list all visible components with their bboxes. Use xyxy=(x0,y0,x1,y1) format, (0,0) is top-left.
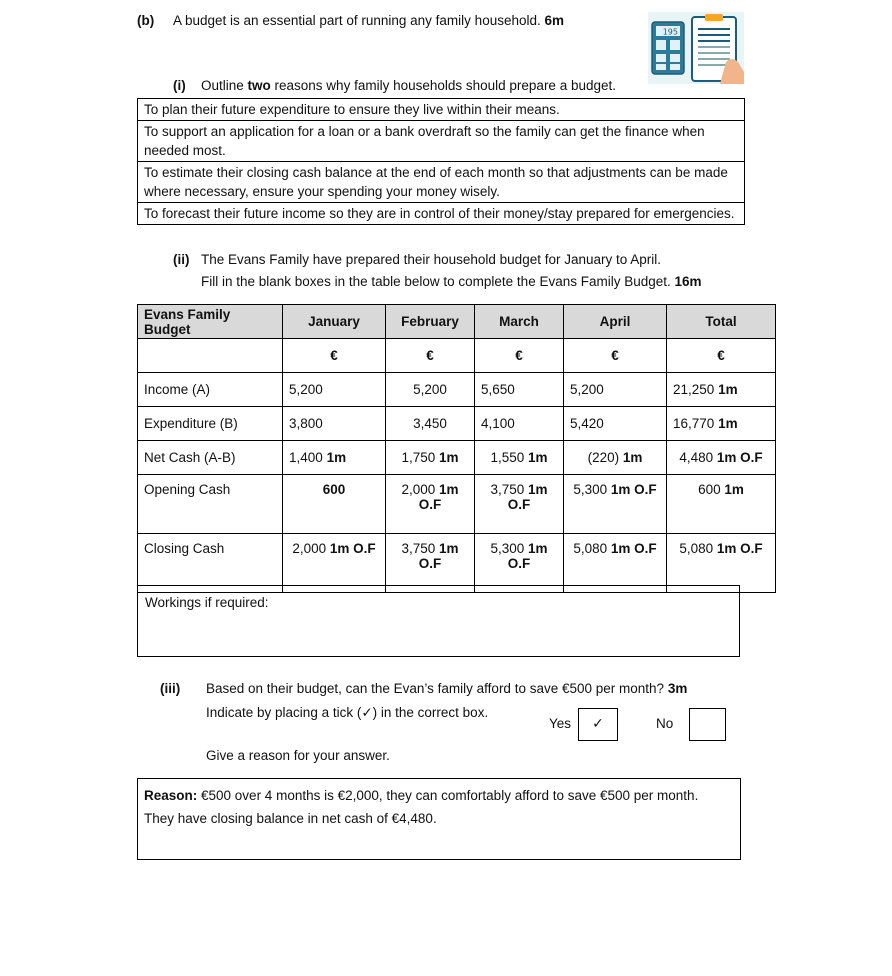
cell-value: 3,800 xyxy=(283,407,386,441)
header-april: April xyxy=(564,305,667,339)
header-budget: Evans Family Budget xyxy=(138,305,283,339)
mark-annotation: 1m xyxy=(439,450,459,465)
mark-annotation: 1m xyxy=(326,450,347,465)
cell-value xyxy=(475,475,564,534)
table-header-row xyxy=(138,305,776,339)
cell-value: 600 xyxy=(283,475,386,534)
cell-number: 5,080 xyxy=(573,541,608,556)
cell-value xyxy=(386,441,475,475)
cell-number: 2,000 xyxy=(401,482,436,497)
cell-value: 5,650 xyxy=(475,373,564,407)
yes-checkbox[interactable] xyxy=(578,708,618,741)
evans-family-budget-table xyxy=(137,304,776,593)
header-february: February xyxy=(386,305,475,339)
cell-number: 2,000 xyxy=(292,541,327,556)
cell-value xyxy=(475,441,564,475)
cell-number: 600 xyxy=(698,482,721,497)
cell-value xyxy=(564,534,667,593)
part-i-prompt-end: reasons why family households should prepare a budget. xyxy=(270,78,616,93)
row-label: Expenditure (B) xyxy=(138,407,283,441)
table-row-expenditure xyxy=(138,407,776,441)
cell-number: 16,770 xyxy=(673,416,715,431)
cell-value: 4,100 xyxy=(475,407,564,441)
currency-row-label xyxy=(138,339,283,373)
mark-annotation: 1m xyxy=(439,541,459,556)
question-marks: 6m xyxy=(544,13,565,28)
no-checkbox[interactable] xyxy=(689,708,726,741)
no-label: No xyxy=(656,716,674,731)
header-total: Total xyxy=(667,305,776,339)
part-ii-prompt-line2 xyxy=(201,274,702,289)
part-iii-label: (iii) xyxy=(160,681,181,696)
cell-value xyxy=(667,373,776,407)
table-row-net-cash xyxy=(138,441,776,475)
mark-annotation: 1m xyxy=(724,482,744,497)
workings-label: Workings if required: xyxy=(145,595,269,610)
cell-number: 1,400 xyxy=(289,450,323,465)
reason-line-2: They have closing balance in net cash of €4,480. xyxy=(144,811,437,826)
mark-annotation: 1m xyxy=(528,450,548,465)
yes-label: Yes xyxy=(549,716,572,731)
row-label: Income (A) xyxy=(138,373,283,407)
cell-number: 5,300 xyxy=(490,541,525,556)
row-label: Net Cash (A-B) xyxy=(138,441,283,475)
cell-number: 1,550 xyxy=(490,450,525,465)
mark-annotation: 1m O.F xyxy=(610,541,657,556)
mark-annotation: 1m O.F xyxy=(610,482,657,497)
mark-annotation: O.F xyxy=(507,556,531,571)
part-i-prompt-start: Outline xyxy=(201,78,248,93)
cell-number: 3,750 xyxy=(490,482,525,497)
currency-symbol: € xyxy=(386,339,475,373)
workings-box[interactable] xyxy=(137,585,740,657)
mark-annotation: O.F xyxy=(507,497,531,512)
table-row-income xyxy=(138,373,776,407)
question-label: (b) xyxy=(137,13,155,28)
reason-label: Reason: xyxy=(144,788,198,803)
row-label: Closing Cash xyxy=(138,534,283,593)
currency-row xyxy=(138,339,776,373)
cell-number: 3,750 xyxy=(401,541,436,556)
reason-item: To support an application for a loan or a bank overdraft so the family can get the finance when needed most. xyxy=(138,121,744,162)
part-ii-label: (ii) xyxy=(173,252,190,267)
cell-value xyxy=(283,441,386,475)
cell-value: 3,450 xyxy=(386,407,475,441)
part-iii-prompt-line1 xyxy=(206,681,687,696)
cell-value xyxy=(667,534,776,593)
mark-annotation: O.F xyxy=(418,556,442,571)
cell-value: 5,200 xyxy=(386,373,475,407)
currency-symbol: € xyxy=(475,339,564,373)
table-row-closing-cash xyxy=(138,534,776,593)
cell-value xyxy=(564,441,667,475)
mark-annotation: 1m O.F xyxy=(716,450,763,465)
part-iii-prompt-line2: Indicate by placing a tick (✓) in the correct box. xyxy=(206,705,489,720)
give-reason-prompt: Give a reason for your answer. xyxy=(206,748,390,763)
cell-number: (220) xyxy=(587,450,620,465)
question-text xyxy=(173,13,564,28)
reason-line-1 xyxy=(144,784,734,807)
cell-value xyxy=(475,534,564,593)
part-ii-marks: 16m xyxy=(674,274,702,289)
question-text-body: A budget is an essential part of running any family household. xyxy=(173,13,541,28)
cell-number: 4,480 xyxy=(679,450,714,465)
reason-item: To forecast their future income so they are in control of their money/stay prepared for emergencies. xyxy=(144,206,735,221)
mark-annotation: 1m xyxy=(439,482,459,497)
cell-value: 5,200 xyxy=(283,373,386,407)
currency-symbol: € xyxy=(283,339,386,373)
reason-item: To estimate their closing cash balance at the end of each month so that adjustments can be made where necessary, ensure your spending your money wisely. xyxy=(138,162,744,203)
mark-annotation: 1m xyxy=(622,450,643,465)
cell-number: 21,250 xyxy=(673,382,715,397)
reason-answer-box[interactable] xyxy=(137,778,741,860)
mark-annotation: 1m xyxy=(528,482,548,497)
reason-item: To plan their future expenditure to ensure they live within their means. xyxy=(138,99,744,121)
mark-annotation: 1m xyxy=(528,541,548,556)
cell-value xyxy=(386,475,475,534)
part-i-prompt xyxy=(201,78,616,93)
row-label: Opening Cash xyxy=(138,475,283,534)
cell-value xyxy=(564,475,667,534)
cell-value xyxy=(386,534,475,593)
header-january: January xyxy=(283,305,386,339)
cell-number: 1,750 xyxy=(401,450,436,465)
header-march: March xyxy=(475,305,564,339)
cell-value xyxy=(283,534,386,593)
part-i-label: (i) xyxy=(173,78,186,93)
cell-number: 5,300 xyxy=(573,482,608,497)
currency-symbol: € xyxy=(667,339,776,373)
mark-annotation: 1m xyxy=(718,416,738,431)
cell-value xyxy=(667,407,776,441)
part-iii-prompt-text: Based on their budget, can the Evan’s family afford to save €500 per month? xyxy=(206,681,665,696)
part-iii-marks: 3m xyxy=(667,681,688,696)
mark-annotation: O.F xyxy=(418,497,442,512)
reasons-answer-box xyxy=(137,98,745,225)
part-i-prompt-emphasis: two xyxy=(247,78,271,93)
cell-value xyxy=(667,475,776,534)
calculator-and-clipboard-icon xyxy=(648,12,744,84)
mark-annotation: 1m xyxy=(718,382,738,397)
cell-value: 5,200 xyxy=(564,373,667,407)
part-ii-prompt-line1: The Evans Family have prepared their household budget for January to April. xyxy=(201,252,662,267)
cell-value: 5,420 xyxy=(564,407,667,441)
mark-annotation: 1m O.F xyxy=(716,541,763,556)
part-ii-prompt-text: Fill in the blank boxes in the table below to complete the Evans Family Budget. xyxy=(201,274,671,289)
table-row-opening-cash xyxy=(138,475,776,534)
reason-text: €500 over 4 months is €2,000, they can comfortably afford to save €500 per month. xyxy=(197,788,699,803)
currency-symbol: € xyxy=(564,339,667,373)
mark-annotation: 1m O.F xyxy=(329,541,376,556)
cell-number: 5,080 xyxy=(679,541,714,556)
cell-value xyxy=(667,441,776,475)
calculator-display-text: 195 xyxy=(662,27,678,37)
tick-icon: ✓ xyxy=(592,716,604,732)
